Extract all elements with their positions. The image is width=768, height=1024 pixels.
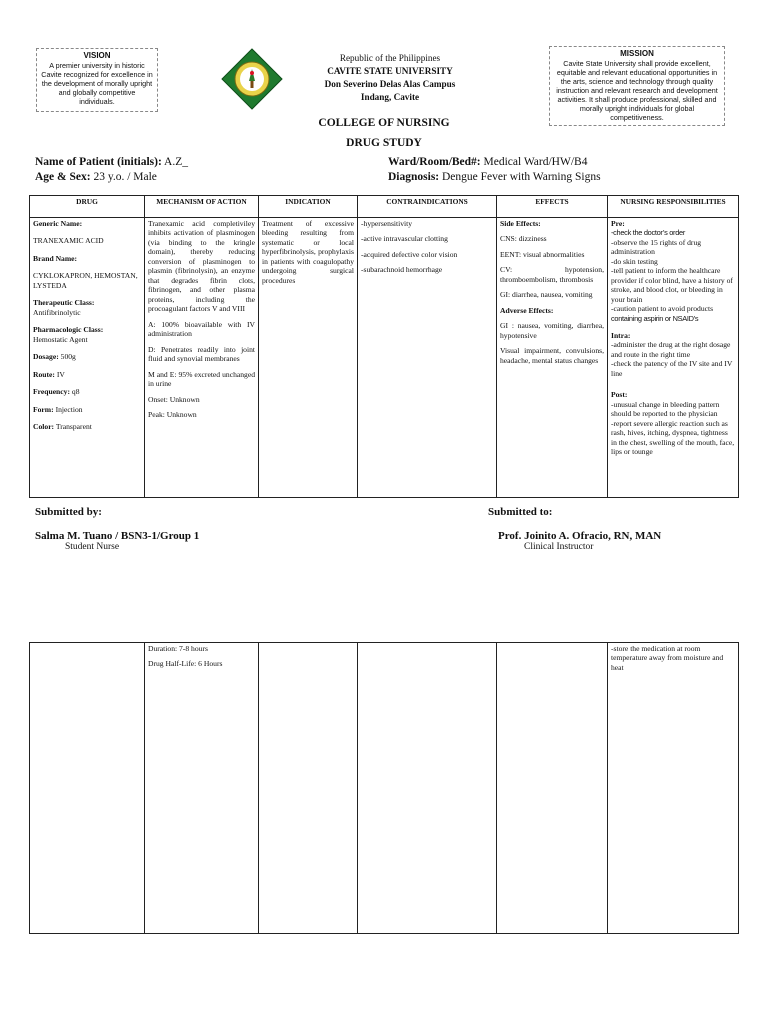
intra-item: -administer the drug at the right dosage and route in the right time (611, 340, 731, 359)
pre-item: -caution patient to avoid products (611, 304, 714, 314)
table-row (30, 643, 739, 934)
generic-label: Generic Name: (33, 219, 83, 228)
color-label: Color: (33, 422, 55, 432)
pre-label: Pre: (611, 219, 625, 228)
contraindications-cell (358, 218, 497, 498)
drug-study-table (29, 195, 739, 498)
document-title: DRUG STUDY (346, 137, 422, 149)
submitted-by-block (35, 506, 199, 552)
post-label: Post: (611, 390, 628, 400)
vision-text: A premier university in historic Cavite recognized for excellence in the development of morally upright and globally competitive individuals. (41, 61, 153, 106)
university-seal-logo (221, 48, 283, 110)
route: IV (56, 369, 65, 379)
indication-cell-cont (259, 643, 358, 934)
continuation-table (29, 642, 739, 934)
submitted-to-block (488, 506, 661, 552)
adverse-effects-label: Adverse Effects: (500, 305, 554, 315)
header-line2: CAVITE STATE UNIVERSITY (327, 66, 453, 76)
adverse-gi: GI : nausea, vomiting, diarrhea, hypotensive (500, 321, 604, 340)
drug-cell (30, 218, 145, 498)
submitted-to-label: Submitted to: (488, 506, 553, 518)
ward: Medical Ward/HW/B4 (483, 156, 588, 168)
mission-text: Cavite State University shall provide excellent, equitable and relevant educational opportunities in the arts, science and technology through quality instruction and relevant research and development activities. It shall produce professional, skilled and morally upright individuals for global competitiveness. (556, 59, 718, 122)
intra-label: Intra: (611, 330, 631, 340)
submitted-to-role: Clinical Instructor (524, 542, 594, 552)
post-item: -unusual change in bleeding pattern should be reported to the physician (611, 399, 720, 419)
indication-text: Treatment of excessive bleeding resulting from systematic or local hyperfibrinolysis, prophylaxis in patients with coagulopathy undergoing surgical procedures (262, 219, 354, 285)
pre-item: containing aspirin or NSAID’s (611, 313, 699, 323)
patient-info-right (388, 155, 601, 185)
mechanism-main: Tranexamic acid completiviley inhibits activation of plasminogen (via binding to the kringle domain), thereby reducing conversion of plasminogen to plasmin (fibrinolysin), an enzyme that degrades fibrin clots, fibrinogen, and other plasma proteins, including the procoagulant factors V and VIII (148, 219, 255, 314)
generic-name: TRANEXAMIC ACID (33, 236, 104, 246)
intra-item: -check the patency of the IV site and IV line (611, 359, 733, 378)
header-line3: Don Severino Delas Alas Campus (324, 79, 456, 89)
nursing-cell (608, 218, 739, 498)
route-label: Route: (33, 369, 55, 379)
frequency-label: Frequency: (33, 387, 70, 397)
mechanism-excretion: M and E: 95% excreted unchanged in urine (148, 369, 255, 389)
mechanism-onset: Onset: Unknown (148, 394, 200, 404)
dosage-label: Dosage: (33, 352, 59, 362)
therapeutic-label: Therapeutic Class: (33, 298, 95, 308)
brand-name: CYKLOKAPRON, HEMOSTAN, LYSTEDA (33, 271, 138, 290)
patient-name: A.Z_ (164, 156, 189, 168)
col-header-indication: INDICATION (259, 196, 358, 218)
table-row (30, 218, 739, 498)
header-line1: Republic of the Philippines (339, 53, 441, 63)
pre-item: -observe the 15 rights of drug administration (611, 237, 702, 257)
submitted-by-role: Student Nurse (65, 542, 120, 552)
mechanism-halflife: Drug Half-Life: 6 Hours (148, 659, 223, 669)
submitted-by-name: Salma M. Tuano / BSN3-1/Group 1 (35, 530, 200, 542)
adverse-visual: Visual impairment, convulsions, headache, mental status changes (500, 346, 604, 365)
patient-name-label: Name of Patient (initials): (35, 156, 162, 168)
effect-gi: GI: diarrhea, nausea, vomiting (500, 290, 593, 300)
contraindication-item: -hypersensitivity (361, 219, 413, 228)
col-header-mechanism: MECHANISM OF ACTION (145, 196, 259, 218)
effects-cell-cont (497, 643, 608, 934)
pre-item: -tell patient to inform the healthcare provider if color blind, have a history of stroke, and blood clot, or bleeding in your brain (611, 266, 733, 304)
brand-label: Brand Name: (33, 253, 78, 263)
pharmacologic-label: Pharmacologic Class: (33, 325, 104, 335)
color: Transparent (55, 422, 92, 432)
submitted-to-name: Prof. Joinito A. Ofracio, RN, MAN (498, 530, 662, 542)
college-title: COLLEGE OF NURSING (318, 117, 450, 129)
diagnosis-label: Diagnosis: (388, 171, 440, 183)
col-header-effects: EFFECTS (497, 196, 608, 218)
mechanism-cell (145, 218, 259, 498)
nursing-cell-cont (608, 643, 739, 934)
pharmacologic-class: Hemostatic Agent (33, 334, 88, 344)
indication-cell (259, 218, 358, 498)
ward-label: Ward/Room/Bed#: (388, 156, 481, 168)
effect-eent: EENT: visual abnormalities (500, 249, 585, 259)
mission-heading: MISSION (620, 49, 654, 58)
mission-box (549, 46, 725, 126)
form-label: Form: (33, 404, 54, 414)
age-sex-label: Age & Sex: (35, 171, 91, 183)
vision-heading: VISION (83, 51, 111, 60)
mechanism-peak: Peak: Unknown (148, 410, 197, 420)
col-header-drug: DRUG (30, 196, 145, 218)
side-effects-label: Side Effects: (500, 219, 541, 228)
contraindications-cell-cont (358, 643, 497, 934)
mechanism-duration: Duration: 7-8 hours (148, 644, 208, 653)
effects-cell (497, 218, 608, 498)
therapeutic-class: Antifibrinolytic (33, 307, 81, 317)
nursing-store-item: -store the medication at room temperature away from moisture and heat (611, 644, 724, 672)
contraindication-item: -active intravascular clotting (361, 234, 448, 244)
header-line4: Indang, Cavite (360, 92, 420, 102)
post-item: -report severe allergic reaction such as rash, hives, itching, dyspnea, tightness in the chest, swelling of the mouth, face, lips or tounge (611, 418, 735, 457)
effect-cv: CV: hypotension, thromboembolism, thrombosis (500, 265, 604, 284)
contraindication-item: -acquired defective color vision (361, 249, 458, 259)
mechanism-absorption: A: 100% bioavailable with IV administration (148, 319, 255, 339)
pre-item: -check the doctor’s order (611, 228, 685, 238)
mechanism-cell-cont (145, 643, 259, 934)
institution-header (280, 52, 500, 104)
frequency: q8 (71, 387, 80, 397)
mechanism-distribution: D: Penetrates readily into joint fluid and synovial membranes (148, 344, 255, 364)
effect-cns: CNS: dizziness (500, 234, 547, 244)
form: Injection (55, 404, 83, 414)
vision-box (36, 48, 158, 112)
col-header-nursing: NURSING RESPONSIBILITIES (608, 196, 739, 218)
drug-cell-cont (30, 643, 145, 934)
col-header-contraindications: CONTRAINDICATIONS (358, 196, 497, 218)
dosage: 500g (60, 352, 76, 362)
pre-item: -do skin testing (611, 256, 658, 266)
diagnosis: Dengue Fever with Warning Signs (442, 171, 601, 183)
patient-info-left (35, 155, 188, 185)
age-sex: 23 y.o. / Male (93, 171, 157, 183)
submitted-by-label: Submitted by: (35, 506, 102, 518)
contraindication-item: -subarachnoid hemorrhage (361, 265, 443, 275)
table-header-row (30, 196, 739, 218)
